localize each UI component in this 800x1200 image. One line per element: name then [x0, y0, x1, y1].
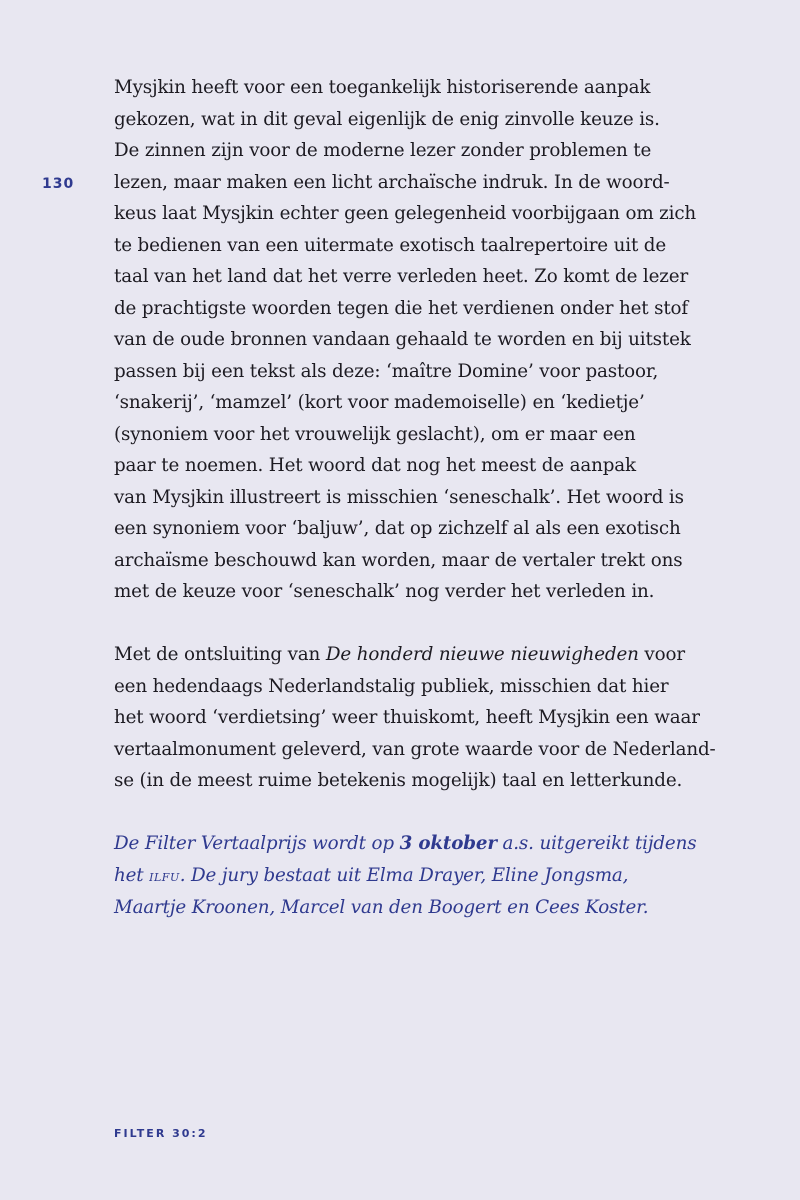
text-line: een hedendaags Nederlandstalig publiek, misschien dat hier — [114, 675, 669, 697]
text-line: een synoniem voor ‘baljuw’, dat op zichzelf al als een exotisch — [114, 518, 681, 539]
book-title: De honderd nieuwe nieuwigheden — [325, 644, 639, 665]
text-line: (synoniem voor het vrouwelijk geslacht), om er maar een — [114, 423, 636, 445]
text-line: archaïsme beschouwd kan worden, maar de vertaler trekt ons — [114, 549, 683, 571]
text-run: a.s. uitgereikt tijdens — [496, 833, 697, 854]
text-line: te bedienen van een uitermate exotisch taalrepertoire uit de — [114, 234, 667, 256]
text-line: Maartje Kroonen, Marcel van den Boogert en Cees Koster. — [114, 897, 649, 918]
text-run: Met de ontsluiting van — [114, 644, 326, 665]
paragraph-1 — [114, 72, 704, 608]
paragraph-2 — [114, 639, 716, 797]
text-line: ‘snakerij’, ‘mamzel’ (kort voor mademoiselle) en ‘kedietje’ — [114, 392, 645, 413]
text-run: voor — [638, 644, 685, 665]
page-number: 130 — [42, 176, 75, 192]
text-line: met de keuze voor ‘seneschalk’ nog verder het verleden in. — [114, 581, 655, 602]
text-line: de prachtigste woorden tegen die het verdienen onder het stof — [114, 297, 689, 319]
text-line: vertaalmonument geleverd, van grote waarde voor de Nederland- — [114, 738, 716, 760]
award-date: 3 oktober — [399, 833, 497, 854]
text-line: gekozen, wat in dit geval eigenlijk de enig zinvolle keuze is. — [114, 108, 660, 130]
text-line: het woord ‘verdietsing’ weer thuiskomt, heeft Mysjkin een waar — [114, 707, 700, 728]
paragraph-spacer — [114, 797, 704, 829]
text-line: De zinnen zijn voor de moderne lezer zonder problemen te — [114, 140, 652, 161]
text-line: taal van het land dat het verre verleden heet. Zo komt de lezer — [114, 266, 689, 287]
event-abbreviation: ilfu — [149, 866, 180, 885]
text-line: keus laat Mysjkin echter geen gelegenheid voorbijgaan om zich — [114, 203, 697, 224]
text-line: van de oude bronnen vandaan gehaald te worden en bij uitstek — [114, 329, 691, 350]
text-line — [114, 828, 704, 860]
text-line: lezen, maar maken een licht archaïsche indruk. In de woord- — [114, 171, 670, 193]
text-line: passen bij een tekst als deze: ‘maître Domine’ voor pastoor, — [114, 360, 659, 382]
text-line: se (in de meest ruime betekenis mogelijk) taal en letterkunde. — [114, 770, 683, 791]
article-body — [114, 72, 716, 924]
text-line — [114, 639, 704, 671]
journal-footer: FILTER 30:2 — [114, 1127, 208, 1140]
text-run: . De jury bestaat uit Elma Drayer, Eline Jongsma, — [179, 864, 629, 886]
prize-note — [114, 828, 704, 924]
text-line: Mysjkin heeft voor een toegankelijk historiserende aanpak — [114, 77, 651, 98]
text-line: van Mysjkin illustreert is misschien ‘seneschalk’. Het woord is — [114, 486, 684, 508]
text-line — [114, 860, 704, 893]
paragraph-spacer — [114, 608, 704, 640]
text-run: het — [114, 864, 150, 886]
text-run: De Filter Vertaalprijs wordt op — [114, 833, 400, 854]
text-line: paar te noemen. Het woord dat nog het meest de aanpak — [114, 455, 636, 476]
